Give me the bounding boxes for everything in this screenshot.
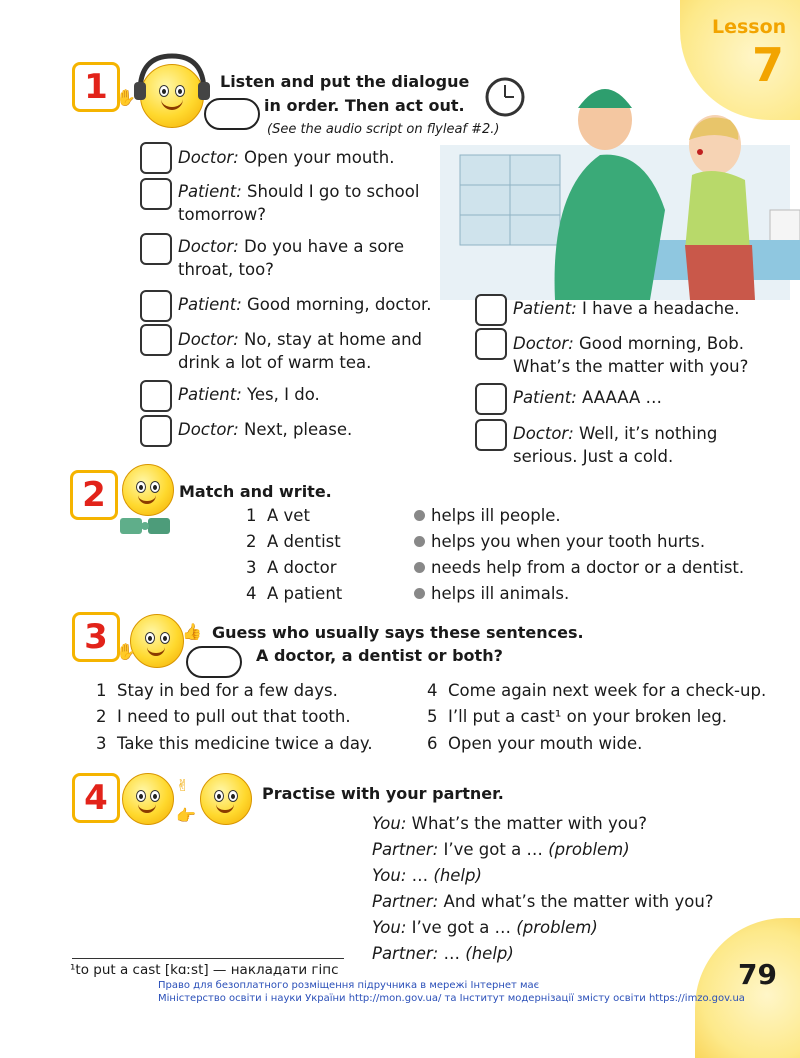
order-checkbox[interactable] — [140, 178, 172, 210]
dialogue-line: Patient: I have a headache. — [513, 299, 740, 318]
practice-line: You: I’ve got a … (problem) — [372, 918, 598, 937]
headphones-icon — [132, 52, 212, 102]
dialogue-line: Patient: Good morning, doctor. — [178, 295, 432, 314]
match-dot[interactable] — [414, 510, 425, 521]
legal-notice-line2: Міністерство освіти і науки України http://mon.gov.ua/ та Інститут модернізації змісту освіти https://imzo.gov.ua — [158, 993, 745, 1004]
dialogue-line: Patient: Should I go to school tomorrow? — [178, 182, 420, 224]
speech-bubble-icon — [186, 646, 242, 678]
smiley-partner-icon — [200, 773, 252, 825]
practice-line: Partner: I’ve got a … (problem) — [372, 840, 630, 859]
match-dot[interactable] — [414, 562, 425, 573]
match-answer: helps ill animals. — [431, 584, 570, 603]
order-checkbox[interactable] — [140, 233, 172, 265]
match-item: 4 A patient — [246, 584, 343, 603]
order-checkbox[interactable] — [140, 380, 172, 412]
order-checkbox[interactable] — [475, 419, 507, 451]
page-number: 79 — [738, 958, 777, 991]
dialogue-line: Doctor: Open your mouth. — [178, 148, 395, 167]
match-answer: helps you when your tooth hurts. — [431, 532, 706, 551]
legal-notice-line1: Право для безоплатного розміщення підручника в мережі Інтернет має — [158, 980, 540, 991]
order-checkbox[interactable] — [140, 290, 172, 322]
order-checkbox[interactable] — [475, 328, 507, 360]
sentence-item: 1 Stay in bed for a few days. — [96, 681, 338, 700]
sentence-item: 2 I need to pull out that tooth. — [96, 707, 351, 726]
dialogue-line: Doctor: Good morning, Bob. What’s the matter with you? — [513, 334, 749, 376]
speech-bubble-icon — [204, 98, 260, 130]
order-checkbox[interactable] — [475, 383, 507, 415]
footnote: ¹to put a cast [kɑːst] — накладати гіпс — [70, 962, 339, 978]
order-checkbox[interactable] — [475, 294, 507, 326]
match-dot[interactable] — [414, 536, 425, 547]
sentence-item: 4 Come again next week for a check-up. — [427, 681, 767, 700]
thumbs-up-icon: 👍 — [182, 622, 202, 641]
ex1-note: (See the audio script on flyleaf #2.) — [267, 122, 500, 137]
ex3-title-line2: A doctor, a dentist or both? — [256, 646, 503, 665]
order-checkbox[interactable] — [140, 415, 172, 447]
ex1-title-line2: in order. Then act out. — [264, 96, 465, 115]
practice-line: You: … (help) — [372, 866, 482, 885]
match-item: 3 A doctor — [246, 558, 337, 577]
hand-left-icon: ✋ — [116, 642, 136, 661]
match-item: 2 A dentist — [246, 532, 341, 551]
match-item: 1 A vet — [246, 506, 310, 525]
sentence-item: 5 I’ll put a cast¹ on your broken leg. — [427, 707, 728, 726]
puzzle-pieces-icon — [114, 512, 180, 540]
smiley-puzzle-icon — [122, 464, 174, 516]
smiley-glasses-icon — [130, 614, 184, 668]
dialogue-line: Doctor: Next, please. — [178, 420, 353, 439]
ex4-title: Practise with your partner. — [262, 784, 504, 803]
order-checkbox[interactable] — [140, 142, 172, 174]
sentence-item: 6 Open your mouth wide. — [427, 734, 643, 753]
exercise-number-2: 2 — [70, 470, 118, 520]
match-answer: needs help from a doctor or a dentist. — [431, 558, 745, 577]
ex1-title-line1: Listen and put the dialogue — [220, 72, 470, 91]
exercise-number-1: 1 — [72, 62, 120, 112]
ex3-title-line1: Guess who usually says these sentences. — [212, 623, 584, 642]
order-checkbox[interactable] — [140, 324, 172, 356]
waving-hand-icon: ✋ — [116, 88, 136, 107]
dialogue-line: Doctor: No, stay at home and drink a lot of warm tea. — [178, 330, 423, 372]
match-dot[interactable] — [414, 588, 425, 599]
practice-line: Partner: … (help) — [372, 944, 514, 963]
lesson-label: Lesson — [712, 16, 787, 38]
dialogue-line: Patient: AAAAA … — [513, 388, 663, 407]
pointing-hand-icon: 👉 — [176, 806, 196, 825]
practice-line: You: What’s the matter with you? — [372, 814, 648, 833]
clock-icon — [483, 75, 527, 119]
dialogue-line: Doctor: Well, it’s nothing serious. Just a cold. — [513, 424, 718, 466]
footnote-divider — [72, 958, 344, 959]
exercise-number-4: 4 — [72, 773, 120, 823]
ex2-title: Match and write. — [179, 482, 332, 501]
practice-line: Partner: And what’s the matter with you? — [372, 892, 714, 911]
dialogue-line: Doctor: Do you have a sore throat, too? — [178, 237, 404, 279]
sentence-item: 3 Take this medicine twice a day. — [96, 734, 373, 753]
lesson-number: 7 — [752, 38, 785, 92]
match-answer: helps ill people. — [431, 506, 561, 525]
dialogue-line: Patient: Yes, I do. — [178, 385, 320, 404]
smiley-icon — [122, 773, 174, 825]
exercise-number-3: 3 — [72, 612, 120, 662]
peace-hand-icon: ✌ — [176, 776, 190, 795]
